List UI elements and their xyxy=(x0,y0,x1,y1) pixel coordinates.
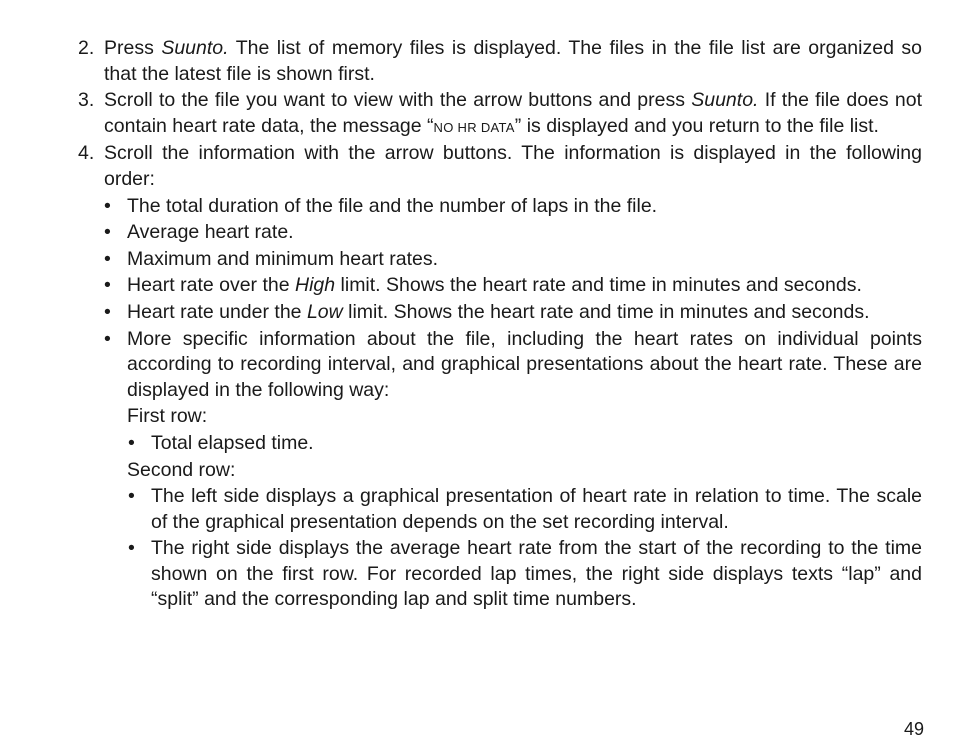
bullet-marker: • xyxy=(104,247,111,270)
list-number: 2. xyxy=(78,37,95,59)
bullet-marker: • xyxy=(104,327,111,350)
bullet-text: limit. Shows the heart rate and time in minutes and seconds. xyxy=(342,300,870,323)
bullet-text: More specific information about the file, including the heart rates on individual points according to recording interval, and graphical presentations about the heart rate. These are displayed in the following way: xyxy=(127,327,922,401)
list-number: 4. xyxy=(78,142,95,165)
sub-bullet-item xyxy=(78,536,922,613)
item-text: Scroll to the file you want to view with the arrow buttons and press xyxy=(104,89,692,112)
sub-bullet-item xyxy=(78,431,922,457)
bullet-text: Heart rate under the xyxy=(127,300,307,323)
bullet-text: limit. Shows the heart rate and time in minutes and seconds. xyxy=(335,274,862,297)
page-number: 49 xyxy=(903,719,924,739)
bullet-text: The total duration of the file and the number of laps in the file. xyxy=(127,194,658,217)
bullet-marker: • xyxy=(104,194,111,217)
item-text: The list of memory files is displayed. The files in the file list are organized so that the latest file is shown first. xyxy=(104,37,922,85)
list-item-4 xyxy=(78,141,922,192)
bullet-text: Maximum and minimum heart rates. xyxy=(127,247,439,270)
item-text: ” is displayed and you return to the file list. xyxy=(514,114,879,137)
bullet-marker: • xyxy=(104,221,111,244)
bullet-marker: • xyxy=(104,300,111,323)
item-text: If the file does not contain heart rate data, the message “ xyxy=(104,89,922,137)
button-name: Suunto. xyxy=(691,89,759,112)
bullet-item xyxy=(78,300,922,326)
item-text: Press xyxy=(104,37,162,59)
bullet-item xyxy=(78,327,922,404)
limit-name: Low xyxy=(306,300,343,323)
bullet-item xyxy=(78,220,922,246)
list-item-2 xyxy=(78,36,922,87)
bullet-marker: • xyxy=(128,485,135,508)
limit-name: High xyxy=(295,274,336,297)
item-text: Scroll the information with the arrow buttons. The information is displayed in the following order: xyxy=(104,142,922,190)
list-number: 3. xyxy=(78,89,95,112)
bullet-marker: • xyxy=(128,537,135,560)
sub-bullet-text: The left side displays a graphical presentation of heart rate in relation to time. The scale of the graphical presentation depends on the set recording interval. xyxy=(151,485,922,533)
bullet-item xyxy=(78,194,922,220)
bullet-item xyxy=(78,273,922,299)
sub-bullet-text: The right side displays the average heart rate from the start of the recording to the time shown on the first row. For recorded lap times, the right side displays texts “lap” and “split” and the corresponding lap and split time numbers. xyxy=(151,537,922,611)
first-row-label: First row: xyxy=(127,405,208,428)
second-row-label: Second row: xyxy=(127,458,236,481)
sub-bullet-item xyxy=(78,484,922,535)
instruction-list xyxy=(78,36,922,614)
bullet-marker: • xyxy=(128,431,135,454)
display-message: NO HR DATA xyxy=(433,119,515,135)
list-item-3 xyxy=(78,88,922,140)
bullet-item xyxy=(78,247,922,273)
bullet-text: Heart rate over the xyxy=(127,274,295,297)
bullet-marker: • xyxy=(104,274,111,297)
bullet-text: Average heart rate. xyxy=(127,221,294,244)
sub-bullet-text: Total elapsed time. xyxy=(151,431,314,454)
button-name: Suunto. xyxy=(161,37,229,59)
